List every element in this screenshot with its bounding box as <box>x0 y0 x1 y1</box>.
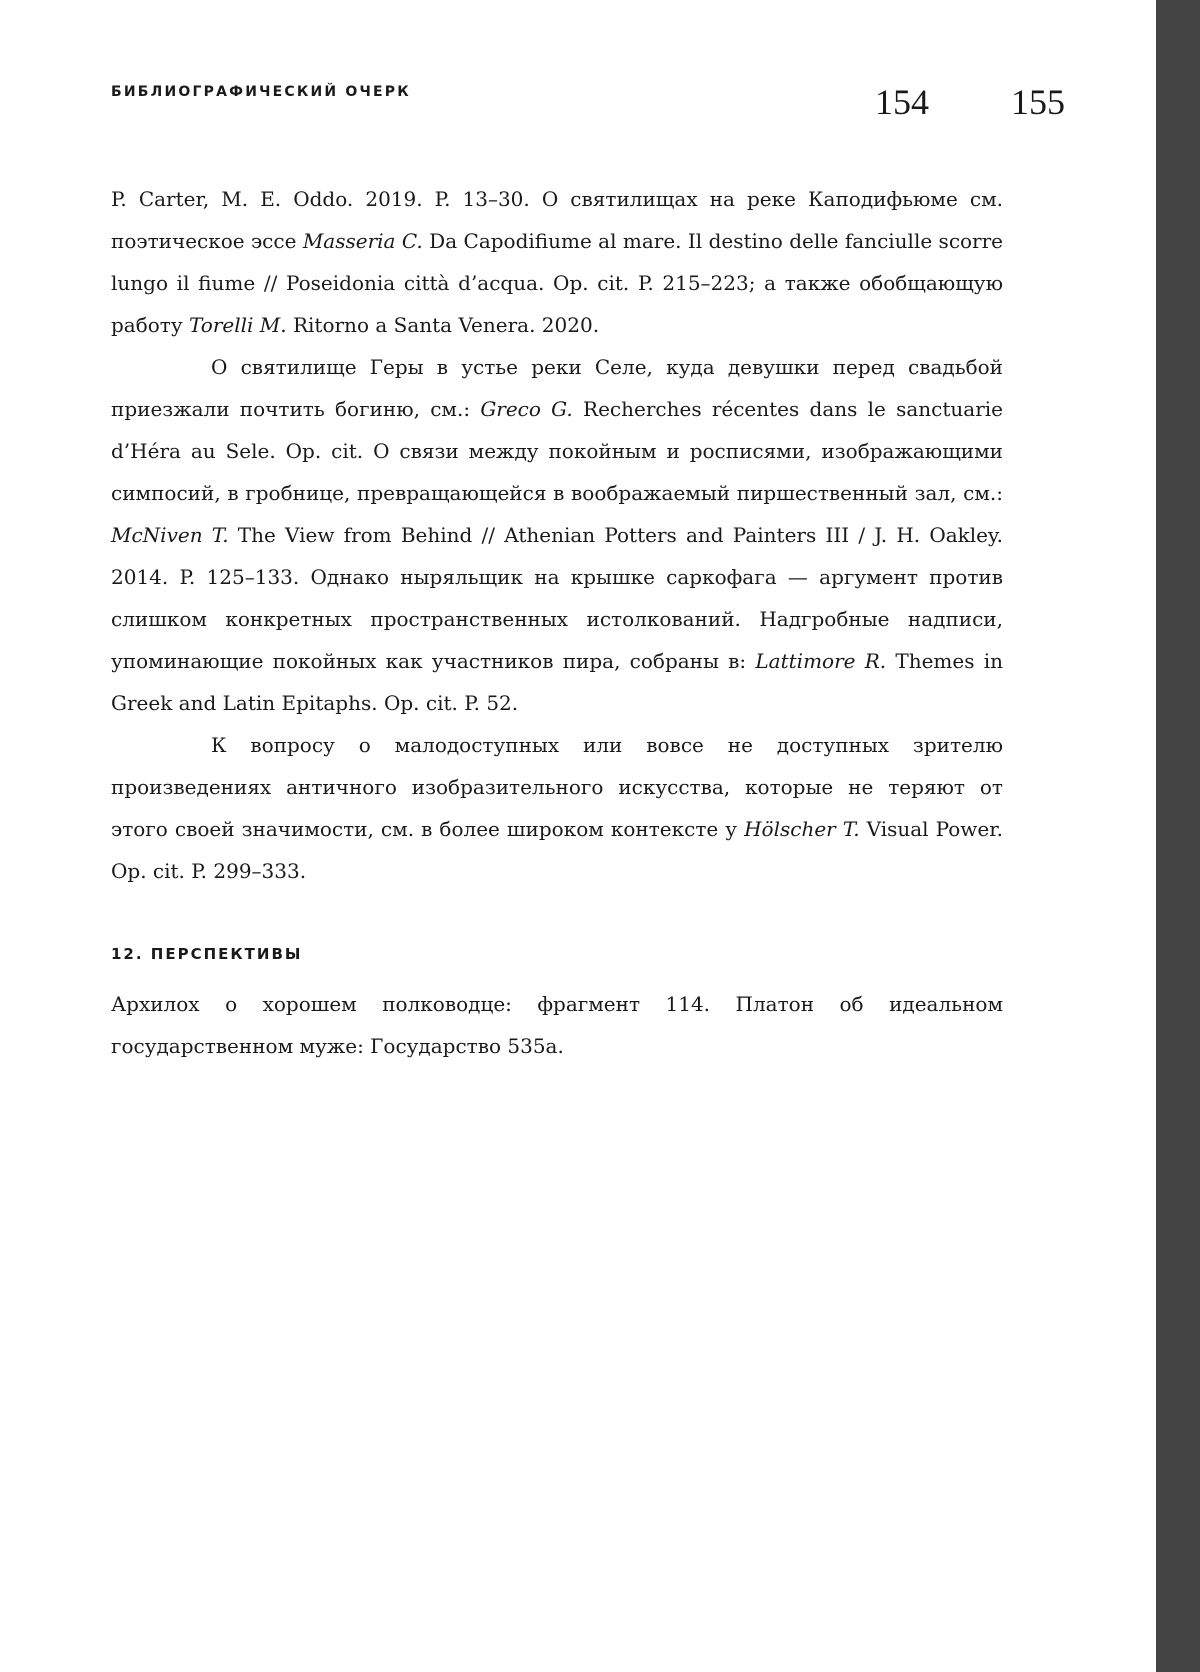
cited-author: Torelli M. <box>189 313 287 337</box>
paragraph <box>111 346 1003 724</box>
cited-author: Greco G. <box>480 397 573 421</box>
paragraph <box>111 178 1003 346</box>
page-number-right: 155 <box>1011 82 1065 122</box>
cited-author: Masseria C. <box>302 229 423 253</box>
text-segment: К вопросу о малодоступных или вовсе не доступных зрителю произведениях античного изобразительного искусства, которые не теряют от этого своей значимости, см. в более широком контексте у <box>111 733 1003 841</box>
paragraph <box>111 724 1003 892</box>
running-title: БИБЛИОГРАФИЧЕСКИЙ ОЧЕРК <box>111 84 411 100</box>
text-segment: Visual Power. Op. cit. P. 299–333. <box>111 817 1003 883</box>
page-number-left: 154 <box>875 82 929 122</box>
text-segment: О святилище Геры в устье реки Селе, куда девушки перед свадьбой приезжали почтить богиню, см.: <box>111 355 1003 421</box>
paragraph: Архилох о хорошем полководце: фрагмент 114. Платон об идеальном государственном муже: Государство 535a. <box>111 992 1003 1058</box>
text-segment: Recherches récentes dans le sanctuarie d’Héra au Sele. Op. cit. О связи между покойным и росписями, изображающими симпосий, в гробнице, превращающейся в воображаемый пиршественный зал, см.: <box>111 397 1004 505</box>
bibliography-text <box>111 178 1003 892</box>
text-segment: The View from Behind // Athenian Potters and Painters III / J. H. Oakley. 2014. P. 125–133. Однако ныряльщик на крышке саркофага — аргумент против слишком конкретных пространственных истолкований. Надгробные надписи, упоминающие покойных как участников пира, собраны в: <box>111 523 1003 673</box>
text-segment: Ritorno a Santa Venera. 2020. <box>286 313 600 337</box>
page-numbers <box>875 78 1065 126</box>
dark-side-strip <box>1156 0 1200 1672</box>
text-segment: Themes in Greek and Latin Epitaphs. Op. cit. P. 52. <box>111 649 1003 715</box>
text-segment: Da Capodifiume al mare. Il destino delle fanciulle scorre lungo il fiume // Poseidonia città d’acqua. Op. cit. P. 215–223; а также обобщающую работу <box>111 229 1004 337</box>
cited-author: Hölscher T. <box>744 817 860 841</box>
cited-author: McNiven T. <box>111 523 229 547</box>
text-segment: P. Carter, M. E. Oddo. 2019. P. 13–30. О святилищах на реке Каподифьюме см. поэтическое эссе <box>111 187 1003 253</box>
section-heading: 12. ПЕРСПЕКТИВЫ <box>111 945 303 963</box>
section-text <box>111 983 1003 1067</box>
cited-author: Lattimore R. <box>755 649 887 673</box>
